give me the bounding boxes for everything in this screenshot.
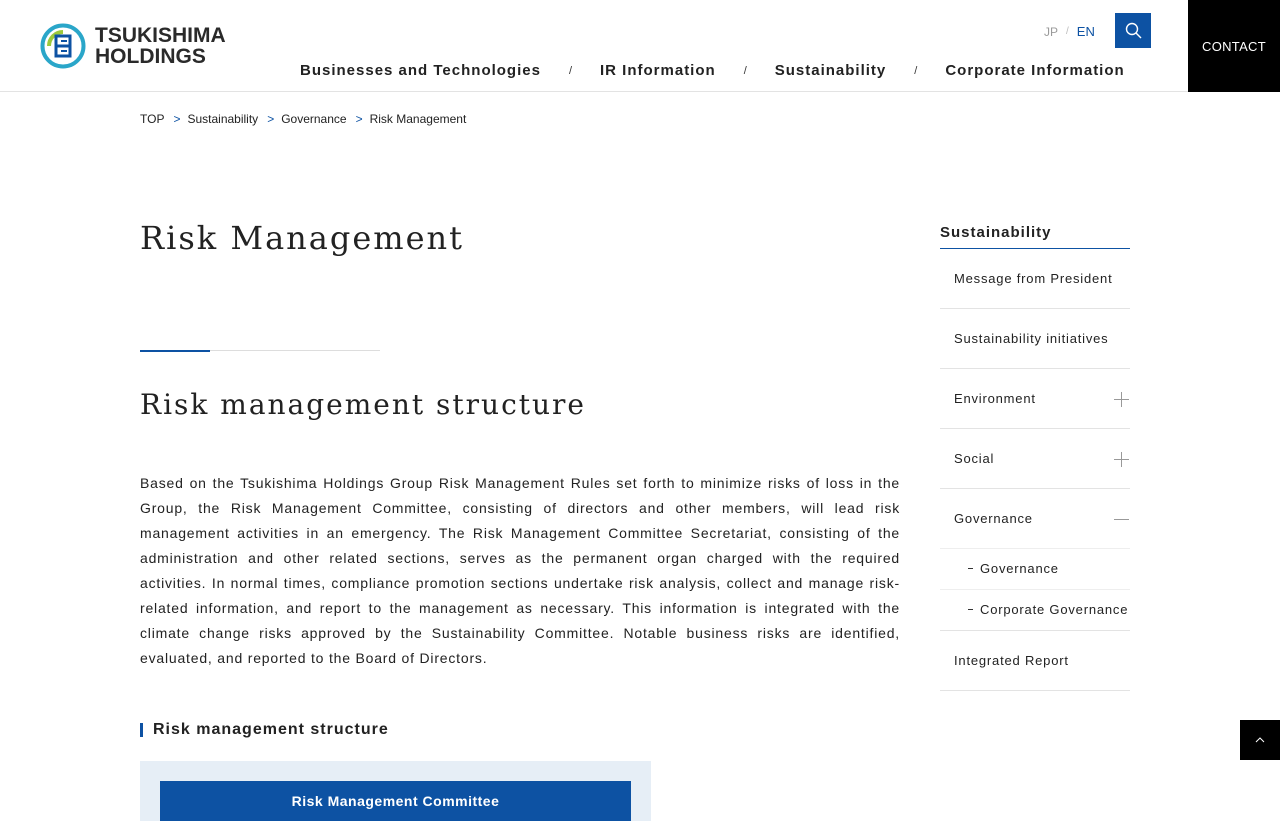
section-divider (140, 350, 380, 351)
sidebar-item-label: Integrated Report (954, 653, 1069, 668)
lang-separator: / (1066, 26, 1069, 37)
breadcrumb-governance[interactable]: Governance (281, 112, 347, 126)
section-divider-accent (140, 350, 210, 352)
diagram-committee-box: Risk Management Committee (160, 781, 631, 821)
expand-plus-icon[interactable] (1114, 392, 1130, 408)
chevron-up-icon (1255, 737, 1265, 743)
nav-separator: / (914, 64, 918, 77)
logo-line-2: HOLDINGS (95, 45, 206, 68)
tsukishima-logo[interactable] (40, 23, 226, 69)
sidebar-item-initiatives[interactable] (940, 309, 1130, 369)
logo-mark-icon (40, 23, 86, 69)
breadcrumb-separator: > (267, 112, 275, 126)
nav-separator: / (568, 64, 573, 77)
lang-jp-link[interactable]: JP (1044, 24, 1059, 39)
sidebar-nav (940, 224, 1130, 691)
breadcrumb-sustainability[interactable]: Sustainability (187, 112, 259, 126)
expand-plus-icon[interactable] (1114, 452, 1130, 468)
sub-heading-text: Risk management structure (153, 721, 389, 738)
nav-ir-information[interactable]: IR Information (600, 62, 716, 79)
breadcrumb-top[interactable]: TOP (140, 112, 165, 126)
sidebar-item-governance[interactable] (940, 489, 1130, 549)
nav-corporate-information[interactable]: Corporate Information (945, 62, 1125, 79)
sidebar-item-message[interactable] (940, 249, 1130, 309)
search-button[interactable] (1115, 13, 1151, 48)
logo-wordmark (95, 25, 226, 67)
breadcrumb-current: Risk Management (369, 112, 467, 126)
collapse-minus-icon[interactable] (1114, 512, 1130, 528)
sidebar-item-label: Social (954, 451, 995, 466)
back-to-top-button[interactable] (1240, 720, 1280, 760)
sidebar-item-label: Sustainability initiatives (954, 331, 1109, 346)
breadcrumb (140, 112, 466, 126)
governance-sub-list (940, 549, 1130, 631)
nav-separator: / (743, 64, 747, 77)
sidebar-item-label: Message from President (954, 271, 1113, 286)
search-icon (1125, 22, 1142, 39)
breadcrumb-separator: > (173, 112, 181, 126)
page-title: Risk Management (140, 219, 465, 257)
sidebar-item-label: Environment (954, 391, 1036, 406)
lang-en-link[interactable]: EN (1076, 24, 1095, 39)
sidebar-item-social[interactable] (940, 429, 1130, 489)
site-header (0, 0, 1280, 92)
sidebar-subitem-corporate-governance[interactable]: Corporate Governance (940, 589, 1130, 630)
sidebar-item-integrated-report[interactable] (940, 631, 1130, 691)
section-title: Risk management structure (140, 388, 587, 421)
contact-button[interactable]: CONTACT (1188, 0, 1280, 92)
language-switcher (1044, 24, 1095, 39)
logo-line-1: TSUKISHIMA (95, 24, 226, 47)
sidebar-item-environment[interactable] (940, 369, 1130, 429)
sidebar-subitem-governance[interactable]: Governance (940, 549, 1130, 589)
sub-heading (140, 723, 389, 737)
nav-sustainability[interactable]: Sustainability (774, 62, 887, 79)
nav-businesses-technologies[interactable]: Businesses and Technologies (300, 62, 541, 79)
sidebar-item-label: Governance (954, 511, 1033, 526)
section-body: Based on the Tsukishima Holdings Group Risk Management Rules set forth to minimize risks of loss in the Group, the Risk Management Committee, consisting of directors and other members, will lead risk management activities in an emergency. The Risk Management Committee Secretariat, consisting of the administration and other related sections, serves as the permanent organ charged with the required activities. In normal times, compliance promotion sections undertake risk analysis, collect and manage risk-related information, and report to the management as necessary. This information is integrated with the climate change risks approved by the Sustainability Committee. Notable business risks are identified, evaluated, and reported to the Board of Directors. (140, 475, 900, 666)
breadcrumb-separator: > (355, 112, 363, 126)
global-nav (300, 62, 1125, 79)
sidebar-title[interactable]: Sustainability (940, 224, 1130, 249)
risk-structure-diagram (140, 761, 651, 821)
